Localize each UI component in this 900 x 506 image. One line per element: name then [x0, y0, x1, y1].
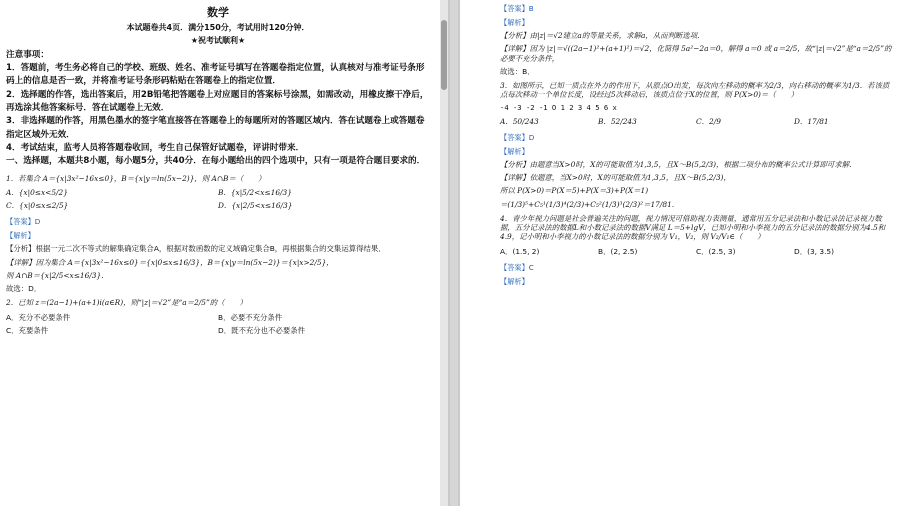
q3-options	[500, 115, 892, 128]
question-2	[6, 298, 430, 337]
q1-choose: 故选：D．	[6, 284, 42, 294]
q3-number-line: -4 -3 -2 -1 O 1 2 3 4 5 6 x	[500, 102, 617, 112]
q1-option-a: A．{x|0≤x<5/2}	[6, 187, 68, 197]
q2-analysis: 【分析】由|z|＝√2建立a的等量关系，求解a，从而判断选项．	[500, 31, 705, 40]
q3-option-c: C．2/9	[696, 116, 721, 126]
q3-stem: 3．如图所示，已知一质点在外力的作用下，从原点O出发，每次向左移动的概率为2/3，向右移动的概率为1/3．若该质点每次移动一个单位长度，设经过5次移动后，该质点位于X的位置，则 P(X>0)＝（ ）	[500, 81, 890, 100]
q2-answer-tag: 【答案】B	[500, 4, 534, 13]
q1-detail: 【详解】因为集合 A＝{x|3x²−16x≤0}＝{x|0≤x≤16/3}，B＝{x|y＝ln(5x−2)}＝{x|x>2/5}，	[6, 257, 334, 267]
q3-analysis-tag: 【解析】	[500, 146, 529, 156]
q1-analysis-tag: 【解析】	[6, 231, 35, 241]
q3-option-d: D．17/81	[794, 116, 829, 126]
page-gap	[450, 0, 458, 506]
q3-option-b: B．52/243	[598, 116, 637, 126]
q3-analysis: 【分析】由题意当X>0时，X的可能取值为1,3,5，且X～B(5,2/3)，根据二项分布的概率公式计算即可求解．	[500, 159, 857, 169]
question-1	[6, 174, 430, 294]
notice-head: 注意事项：	[6, 49, 49, 60]
q3-detail: 【详解】依题意，当X>0时，X的可能取值为1,3,5，且X～B(5,2/3)，	[500, 173, 731, 182]
q1-answer-tag: 【答案】D	[6, 217, 41, 227]
q2-option-b: B．必要不充分条件	[218, 312, 283, 322]
notice-block	[6, 49, 430, 169]
q1-options	[6, 186, 430, 213]
q3-option-a: A．50/243	[500, 116, 539, 126]
q3-answer-tag: 【答案】D	[500, 132, 535, 142]
q3-detail-3: ＝(1/3)⁵+C₅¹(1/3)⁴(2/3)+C₅²(1/3)³(2/3)²＝17/81．	[500, 199, 680, 209]
q4-option-d: D．(3, 3.5)	[794, 246, 835, 256]
paper-wish: ★祝考试顺利★	[190, 35, 246, 45]
notice-item: 1．答题前，考生务必将自己的学校、班级、姓名、准考证号填写在答题卷指定位置，认真核对与准考证号条形码上的信息是否一致，并将准考证号条形码粘贴在答题卷上的指定位置．	[6, 63, 425, 87]
page-left	[0, 0, 440, 506]
q1-option-c: C．{x|0≤x≤2/5}	[6, 201, 69, 211]
q4-option-a: A．(1.5, 2)	[500, 246, 540, 256]
notice-item: 3．非选择题的作答，用黑色墨水的签字笔直接答在答题卷上的每题所对的答题区域内．答在试题卷上或答题卷指定区域外无效．	[6, 116, 425, 140]
q4-answer-tag: 【答案】C	[500, 262, 534, 272]
q1-analysis: 【分析】根据一元二次不等式的解集确定集合A，根据对数函数的定义域确定集合B，再根据集合的交集运算得结果．	[6, 244, 386, 254]
paper-subtitle: 本试题卷共4页．满分150分，考试用时120分钟．	[126, 22, 310, 32]
q4-analysis-tag: 【解析】	[500, 276, 529, 286]
q1-option-d: D．{x|2/5<x≤16/3}	[218, 201, 293, 211]
notice-item: 4．考试结束，监考人员将答题卷收回，考生自己保管好试题卷，评讲时带来．	[6, 142, 305, 153]
q2-detail: 【详解】因为 |z|＝√((2a−1)²+(a+1)²)＝√2，化简得 5a²−2a＝0，解得 a＝0 或 a＝2/5，故“|z|＝√2”是“a＝2/5”的必要不充分条件，	[500, 44, 892, 63]
question-3	[500, 81, 892, 209]
q2-stem: 2．已知 z＝(2a−1)+(a+1)i(a∈R)，则“|z|＝√2”是“a＝2/5”的（ ）	[6, 298, 247, 308]
page-right	[460, 0, 900, 506]
notice-item: 2．选择题的作答，选出答案后，用2B铅笔把答题卷上对应题目的答案标号涂黑，如需改动，用橡皮擦干净后，再选涂其他答案标号．答在试题卷上无效．	[6, 89, 429, 113]
question-4	[500, 214, 892, 286]
left-page-scrollbar[interactable]	[440, 0, 448, 506]
paper-title: 数学	[207, 6, 229, 19]
q2-analysis-tag: 【解析】	[500, 18, 529, 27]
q1-stem: 1．若集合 A＝{x|3x²−16x≤0}，B＝{x|y＝ln(5x−2)}，则 A∩B＝（ ）	[6, 173, 266, 183]
q2-option-a: A．充分不必要条件	[6, 312, 71, 322]
q2-option-d: D．既不充分也不必要条件	[218, 325, 305, 335]
q3-detail-2: 所以 P(X>0)＝P(X＝5)+P(X＝3)+P(X＝1)	[500, 186, 649, 196]
q4-option-b: B．(2, 2.5)	[598, 246, 638, 256]
q4-options	[500, 245, 892, 258]
section-heading: 一、选择题，本题共8小题，每小题5分，共40分．在每小题给出的四个选项中，只有一项是符合题目要求的．	[6, 156, 426, 167]
q4-option-c: C．(2.5, 3)	[696, 246, 736, 256]
q2-choose: 故选：B．	[500, 66, 535, 76]
q1-option-b: B．{x|5/2<x≤16/3}	[218, 187, 292, 197]
q2-option-c: C．充要条件	[6, 325, 49, 335]
q1-detail-2: 则 A∩B＝{x|2/5<x≤16/3}．	[6, 270, 109, 280]
scrollbar-thumb[interactable]	[441, 20, 447, 90]
q2-options	[6, 311, 430, 338]
q4-stem: 4．青少年视力问题是社会普遍关注的问题，视力情况可借助视力表测量，通常用五分记录法和小数记录法记录视力数据，五分记录法的数据L和小数记录法的数据V满足 L＝5+lgV，已知小明和小李视力的五分记录法的数据分别为4.5和4.9，记小明和小李视力的小数记录法的数据分别为 V₁，V₂，则 V₂/V₁∈（ ）	[500, 213, 886, 242]
